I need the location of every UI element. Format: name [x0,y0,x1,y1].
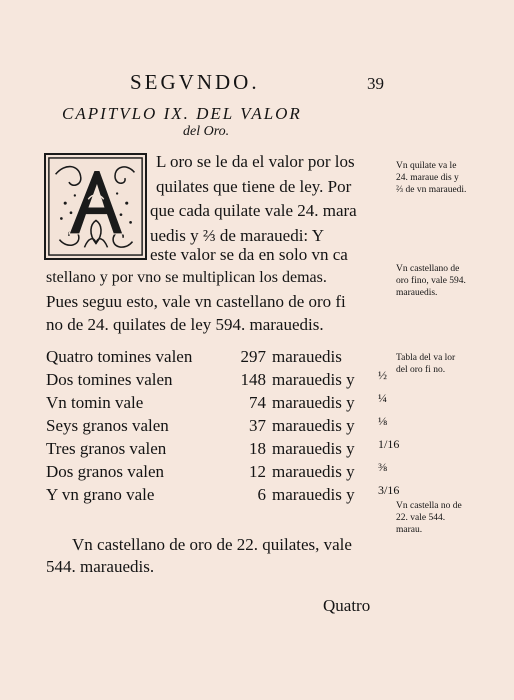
row-value: 148 [240,370,266,389]
table-row [46,391,396,416]
row-label: Y vn grano vale [46,485,155,504]
row-value: 37 [249,416,266,435]
table-row [46,348,396,370]
row-unit: marauedis y [272,416,355,435]
page-number: 39 [367,74,384,93]
paragraph-line: no de 24. quilates de ley 594. marauedis. [46,315,324,334]
chapter-subtitle: del Oro. [183,124,230,139]
paragraph-line: que cada quilate vale 24. mara [150,201,357,220]
table-row [46,437,400,462]
row-unit: marauedis y [272,485,355,504]
row-unit: marauedis [272,347,342,366]
row-unit: marauedis y [272,393,355,412]
closing-line: Vn castellano de oro de 22. quilates, vale [72,535,352,554]
row-label: Seys granos valen [46,416,169,435]
closing-line: 544. marauedis. [46,557,155,576]
row-unit: marauedis y [272,439,355,458]
row-fraction: ½ [378,368,387,382]
row-unit: marauedis y [272,370,355,389]
row-fraction: 1/16 [378,437,400,451]
row-unit: marauedis y [272,462,355,481]
catchword: Quatro [323,596,371,615]
table-row [46,483,400,508]
decorated-initial [44,153,147,260]
paragraph-line: Pues seguu esto, vale vn castellano de oro fi [46,292,346,311]
chapter-title: CAPITVLO IX. DEL VALOR [62,104,302,123]
row-value: 6 [257,485,266,504]
row-value: 74 [249,393,266,412]
table-row [46,460,396,485]
paragraph-line: stellano y por vno se multiplican los demas. [46,269,327,286]
table-row [46,414,396,439]
paragraph-line: este valor se da en solo vn ca [150,245,348,264]
margin-note: Vn castellano de oro fino, vale 594. marauedis. [396,264,466,299]
table-row [46,368,396,393]
paragraph-line: uedis y ⅔ de marauedi: Y [150,226,325,245]
margin-note: Tabla del va lor del oro fi no. [396,353,456,376]
row-value: 12 [249,462,266,481]
row-label: Dos granos valen [46,462,165,481]
row-value: 18 [249,439,266,458]
margin-note: Vn quilate va le 24. maraue dis y ⅔ de vn marauedi. [396,161,467,196]
paragraph-line: quilates que tiene de ley. Por [156,177,352,196]
row-fraction: 3/16 [378,483,400,497]
row-fraction: ¼ [378,391,387,405]
row-value: 297 [240,347,266,366]
row-label: Quatro tomines valen [46,347,193,366]
initial-letter [46,155,145,258]
running-header: SEGVNDO. [130,70,260,94]
margin-note: Vn castella no de 22. vale 544. marau. [396,501,462,536]
row-fraction: ⅜ [378,460,387,474]
row-label: Tres granos valen [46,439,167,458]
row-label: Dos tomines valen [46,370,173,389]
row-fraction: ⅛ [378,414,387,428]
paragraph-line: L oro se le da el valor por los [156,152,355,171]
row-label: Vn tomin vale [46,393,144,412]
